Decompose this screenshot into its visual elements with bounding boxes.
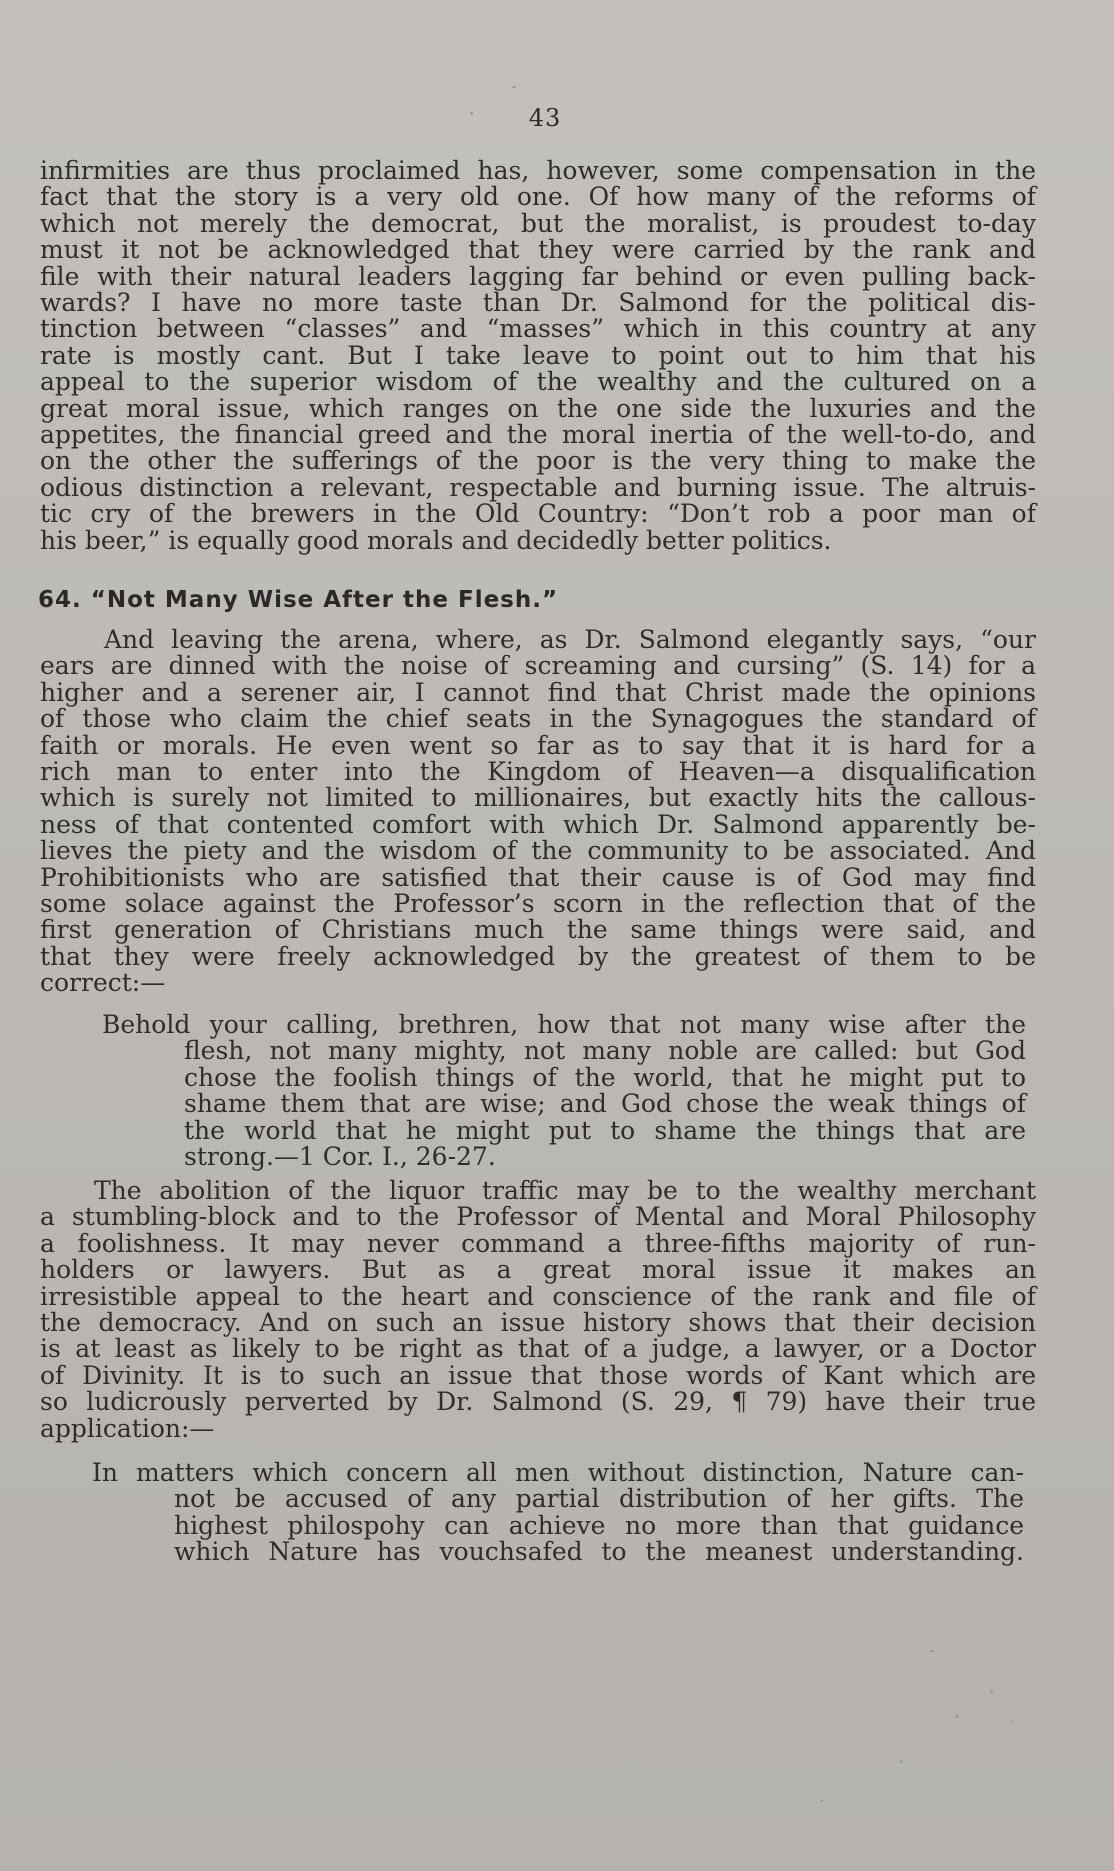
text-line: appetites, the financial greed and the moral inertia of the well-to-do, and xyxy=(40,420,1036,450)
text-line: And leaving the arena, where, as Dr. Salmond elegantly says, “our xyxy=(104,625,1036,654)
text-line: ness of that contented comfort with which Dr. Salmond apparently be- xyxy=(40,809,1036,839)
text-line: of those who claim the chief seats in the Synagogues the standard of xyxy=(40,704,1036,734)
text-line: ears are dinned with the noise of screaming and cursing” (S. 14) for a xyxy=(40,651,1036,681)
text-line: which is surely not limited to millionaires, but exactly hits the callous- xyxy=(40,783,1036,813)
text-line: fact that the story is a very old one. Of how many of the reforms of xyxy=(40,182,1036,212)
quote-line: highest philospohy can achieve no more than that guidance xyxy=(174,1510,1024,1540)
text-line: faith or morals. He even went so far as to say that it is hard for a xyxy=(40,730,1036,760)
text-line: on the other the sufferings of the poor is the very thing to make the xyxy=(40,446,1036,476)
quote-line: not be accused of any partial distribution of her gifts. The xyxy=(174,1484,1024,1514)
quote-line: chose the foolish things of the world, that he might put to xyxy=(184,1062,1026,1092)
paper-speck xyxy=(512,86,516,88)
text-line: higher and a serener air, I cannot find that Christ made the opinions xyxy=(40,677,1036,707)
text-line: appeal to the superior wisdom of the wealthy and the cultured on a xyxy=(40,367,1036,397)
text-line: rate is mostly cant. But I take leave to point out to him that his xyxy=(40,340,1036,370)
text-line: his beer,” is equally good morals and decidedly better politics. xyxy=(40,525,832,555)
paper-speck xyxy=(990,1690,993,1693)
paper-speck xyxy=(470,112,473,115)
text-line: great moral issue, which ranges on the one side the luxuries and the xyxy=(40,393,1036,423)
quote-line: which Nature has vouchsafed to the meanest understanding. xyxy=(174,1537,1024,1567)
text-line: is at least as likely to be right as that of a judge, a lawyer, or a Doctor xyxy=(40,1334,1036,1364)
text-line: Prohibitionists who are satisfied that their cause is of God may find xyxy=(40,862,1036,892)
quote-line: shame them that are wise; and God chose the weak things of xyxy=(184,1089,1026,1119)
text-line: rich man to enter into the Kingdom of Heaven—a disqualification xyxy=(40,757,1036,787)
text-line: of Divinity. It is to such an issue that those words of Kant which are xyxy=(40,1360,1036,1390)
text-line: a foolishness. It may never command a three-fifths majority of run- xyxy=(40,1228,1036,1258)
text-line: wards? I have no more taste than Dr. Salmond for the political dis- xyxy=(40,288,1036,318)
quote-line: In matters which concern all men without distinction, Nature can- xyxy=(92,1458,1024,1487)
text-line: so ludicrously perverted by Dr. Salmond (S. 29, ¶ 79) have their true xyxy=(40,1387,1036,1417)
text-line: lieves the piety and the wisdom of the community to be associated. And xyxy=(40,836,1036,866)
text-line: holders or lawyers. But as a great moral issue it makes an xyxy=(40,1255,1036,1285)
text-line: tinction between “classes” and “masses” which in this country at any xyxy=(40,314,1036,344)
text-line: must it not be acknowledged that they were carried by the rank and xyxy=(40,235,1036,265)
quote-line: strong.—1 Cor. I., 26-27. xyxy=(184,1142,496,1172)
block-quote-corinthians xyxy=(102,1012,1026,1170)
text-line: the democracy. And on such an issue history shows that their decision xyxy=(40,1308,1036,1338)
text-line: a stumbling-block and to the Professor of Mental and Moral Philosophy xyxy=(40,1202,1036,1232)
text-line: file with their natural leaders lagging far behind or even pulling back- xyxy=(40,261,1036,291)
block-quote-kant xyxy=(92,1460,1024,1566)
text-line: tic cry of the brewers in the Old Country: “Don’t rob a poor man of xyxy=(40,499,1036,529)
text-line: infirmities are thus proclaimed has, however, some compensation in the xyxy=(40,156,1036,185)
text-line: irresistible appeal to the heart and conscience of the rank and file of xyxy=(40,1281,1036,1311)
section-heading: 64. “Not Many Wise After the Flesh.” xyxy=(38,587,559,613)
paper-speck xyxy=(955,1715,959,1718)
paragraph-abolition xyxy=(40,1178,1036,1442)
text-line: application:— xyxy=(40,1413,215,1443)
paper-speck xyxy=(930,1650,935,1652)
paragraph-leaving-arena xyxy=(40,627,1036,997)
paragraph-continuation xyxy=(40,158,1036,554)
text-line: The abolition of the liquor traffic may be to the wealthy merchant xyxy=(94,1176,1036,1205)
text-line: which not merely the democrat, but the moralist, is proudest to-day xyxy=(40,208,1036,238)
quote-line: Behold your calling, brethren, how that not many wise after the xyxy=(102,1010,1026,1039)
quote-line: the world that he might put to shame the things that are xyxy=(184,1115,1026,1145)
text-line: correct:— xyxy=(40,968,166,998)
text-line: odious distinction a relevant, respectable and burning issue. The altruis- xyxy=(40,472,1036,502)
text-line: some solace against the Professor’s scorn in the reflection that of the xyxy=(40,889,1036,919)
text-line: first generation of Christians much the same things were said, and xyxy=(40,915,1036,945)
paper-speck xyxy=(820,1800,823,1802)
quote-line: flesh, not many mighty, not many noble are called: but God xyxy=(184,1036,1026,1066)
page-number: 43 xyxy=(528,104,562,132)
text-line: that they were freely acknowledged by the greatest of them to be xyxy=(40,941,1036,971)
paper-speck xyxy=(1010,1720,1012,1722)
paper-speck xyxy=(900,1760,903,1763)
